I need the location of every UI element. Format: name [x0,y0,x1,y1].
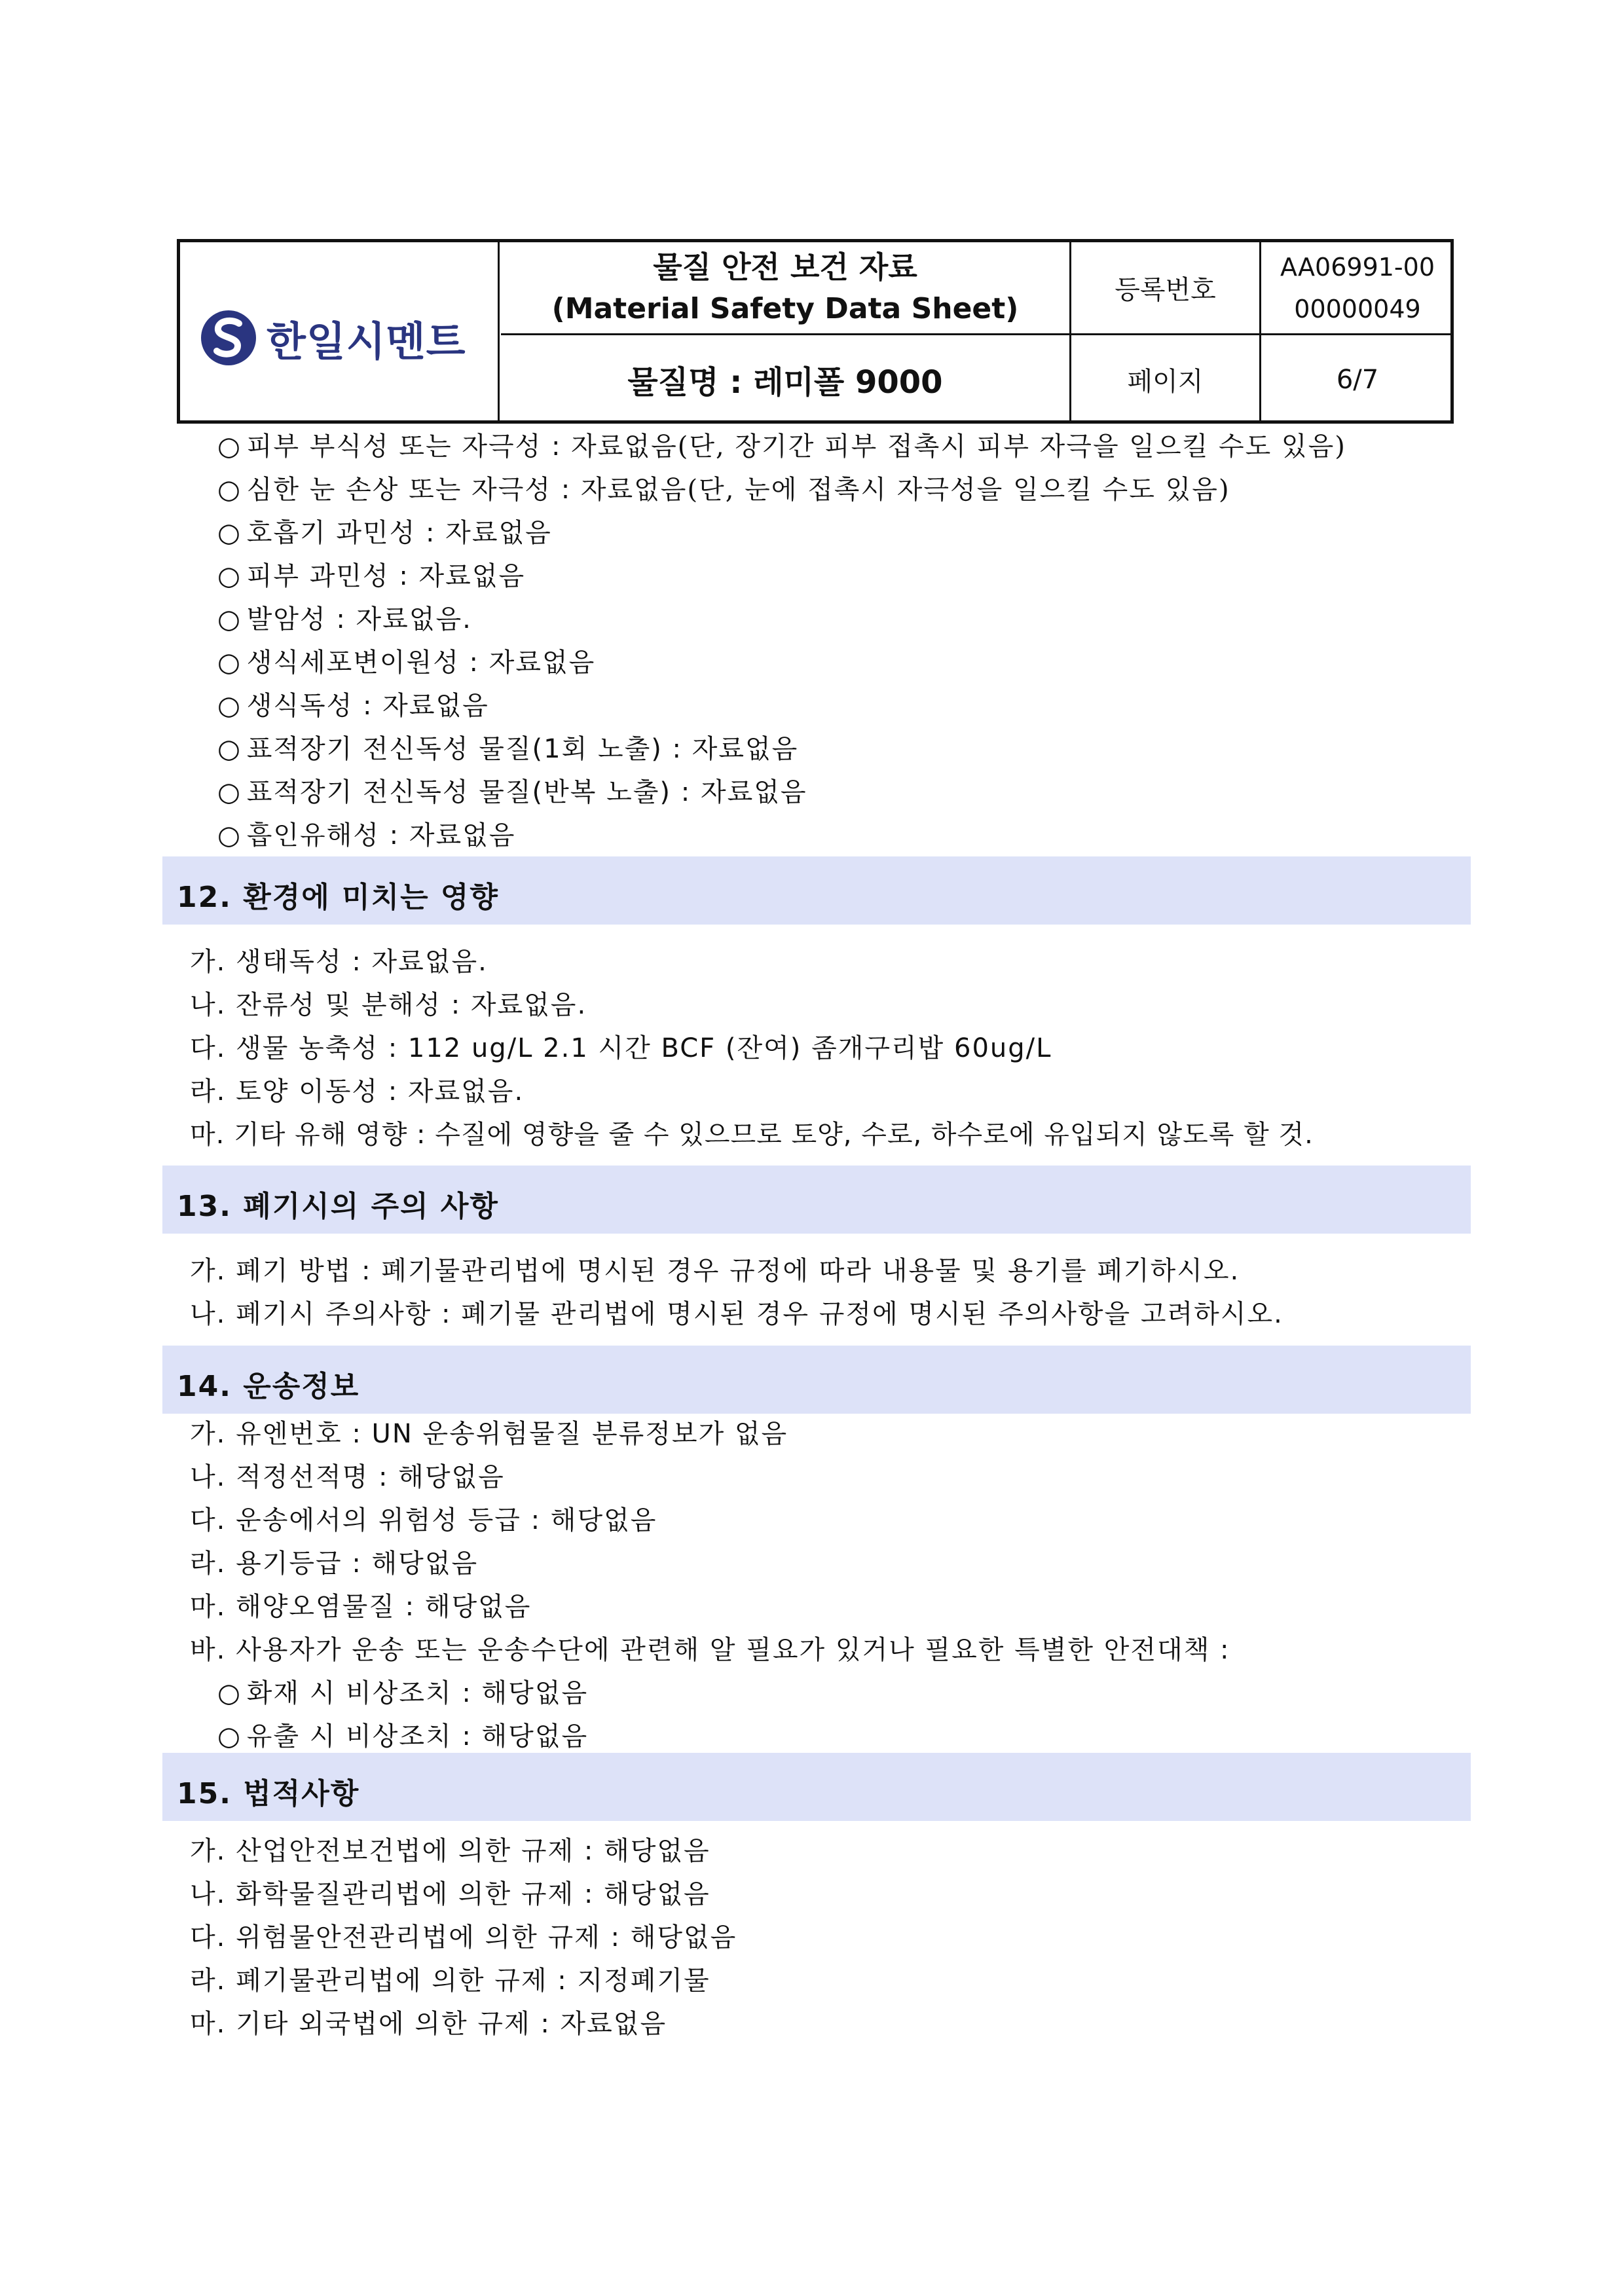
list-item: ○ 발암성 : 자료없음. [217,604,472,634]
title-english: (Material Safety Data Sheet) [551,291,1019,325]
section-title: 13. 폐기시의 주의 사항 [177,1190,499,1223]
registration-label: 등록번호 [1115,275,1216,305]
list-item: 마. 기타 유해 영향 : 수질에 영향을 줄 수 있으므로 토양, 수로, 하수로에 유입되지 않도록 할 것. [190,1120,1314,1150]
list-item: 나. 화학물질관리법에 의한 규제 : 해당없음 [190,1879,710,1909]
list-item: ○ 표적장기 전신독성 물질(반복 노출) : 자료없음 [217,777,807,807]
product-name: 물질명 : 레미폴 9000 [627,364,943,401]
list-item: 라. 토양 이동성 : 자료없음. [190,1076,525,1107]
registration-number [1261,242,1454,333]
header-table [177,239,1454,424]
list-item: ○ 생식세포변이원성 : 자료없음 [217,648,596,678]
section-title: 14. 운송정보 [177,1370,360,1403]
list-item: 바. 사용자가 운송 또는 운송수단에 관련해 알 필요가 있거나 필요한 특별한 안전대책 : [190,1635,1230,1665]
list-item: ○ 피부 부식성 또는 자극성 : 자료없음(단, 장기간 피부 접촉시 피부 자극을 일으킬 수도 있음) [217,431,1346,462]
list-item: 나. 폐기시 주의사항 : 폐기물 관리법에 명시된 경우 규정에 명시된 주의사항을 고려하시오. [190,1299,1283,1329]
list-item: 가. 산업안전보건법에 의한 규제 : 해당없음 [190,1836,710,1866]
document-title [501,242,1069,333]
section-14-header [162,1346,1471,1414]
list-item: ○ 심한 눈 손상 또는 자극성 : 자료없음(단, 눈에 접촉시 자극성을 일으킬 수도 있음) [217,475,1230,505]
registration-number-line1: AA06991-00 [1280,252,1435,282]
list-item: 다. 운송에서의 위험성 등급 : 해당없음 [190,1505,657,1535]
list-item: 나. 적정선적명 : 해당없음 [190,1462,505,1492]
list-item: 라. 용기등급 : 해당없음 [190,1549,479,1579]
company-name: 한일시멘트 [267,317,466,365]
list-item: 다. 생물 농축성 : 112 ug/L 2.1 시간 BCF (잔여) 좀개구리밥 60ug/L [190,1033,1052,1063]
page-label: 페이지 [1127,367,1204,397]
list-item: 라. 폐기물관리법에 의한 규제 : 지정폐기물 [190,1966,710,1996]
list-item: ○ 유출 시 비상조치 : 해당없음 [217,1721,589,1752]
page-number: 6/7 [1336,364,1379,395]
company-logo [200,305,475,371]
section-12-header [162,856,1471,925]
list-item: 가. 생태독성 : 자료없음. [190,947,488,977]
title-korean: 물질 안전 보건 자료 [653,249,917,285]
list-item: ○ 생식독성 : 자료없음 [217,691,489,721]
list-item: 다. 위험물안전관리법에 의한 규제 : 해당없음 [190,1922,737,1953]
list-item: 가. 유엔번호 : UN 운송위험물질 분류정보가 없음 [190,1419,788,1449]
section-13-header [162,1166,1471,1234]
list-item: ○ 화재 시 비상조치 : 해당없음 [217,1678,589,1708]
list-item: ○ 피부 과민성 : 자료없음 [217,561,526,591]
list-item: ○ 표적장기 전신독성 물질(1회 노출) : 자료없음 [217,734,799,764]
list-item: 마. 기타 외국법에 의한 규제 : 자료없음 [190,2009,667,2039]
company-logo-icon [200,309,257,367]
section-title: 12. 환경에 미치는 영향 [177,881,499,914]
list-item: 마. 해양오염물질 : 해당없음 [190,1592,532,1622]
list-item: ○ 호흡기 과민성 : 자료없음 [217,518,552,548]
registration-number-line2: 00000049 [1294,294,1421,323]
list-item: 가. 폐기 방법 : 폐기물관리법에 명시된 경우 규정에 따라 내용물 및 용기를 폐기하시오. [190,1256,1240,1286]
list-item: 나. 잔류성 및 분해성 : 자료없음. [190,990,587,1020]
list-item: ○ 흡인유해성 : 자료없음 [217,820,516,851]
section-15-header [162,1753,1471,1821]
section-title: 15. 법적사항 [177,1777,360,1810]
